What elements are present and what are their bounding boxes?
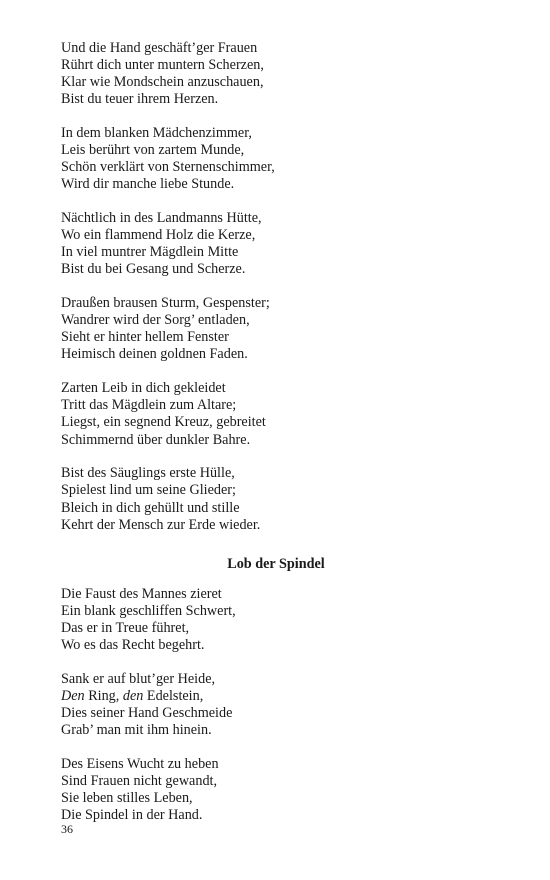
poem-line: Bist du bei Gesang und Scherze. (61, 261, 246, 278)
italic-word: den (122, 687, 144, 704)
poem-line: Schimmernd über dunkler Bahre. (61, 431, 251, 448)
poem-line: Sind Frauen nicht gewandt, (61, 772, 218, 789)
poem-line: Klar wie Mondschein anzuschauen, (61, 74, 264, 91)
poem-line: Tritt das Mägdlein zum Altare; (61, 397, 237, 414)
poem-line: Sie leben stilles Leben, (61, 790, 193, 806)
spindel-stanza-3 (61, 756, 491, 824)
poem-line: Rührt dich unter muntern Scherzen, (61, 57, 264, 74)
poem-title: Lob der Spindel (227, 555, 325, 572)
poem-line: Grab’ man mit ihm hinein. (61, 722, 212, 739)
poem-line: Sieht er hinter hellem Fenster (61, 329, 229, 346)
poem-line: Das er in Treue führet, (61, 619, 190, 636)
poem-line: Bleich in dich gehüllt und stille (61, 499, 240, 516)
poem-line: Draußen brausen Sturm, Gespenster; (61, 295, 270, 312)
poem-line: Ein blank geschliffen Schwert, (61, 602, 236, 619)
poem-line-mixed (61, 688, 491, 705)
page-number: 36 (61, 822, 73, 836)
poem-line: Dies seiner Hand Geschmeide (61, 704, 233, 721)
italic-word: Den (61, 687, 85, 704)
poem-line: Heimisch deinen goldnen Faden. (61, 346, 248, 363)
poem-line: Die Spindel in der Hand. (61, 807, 203, 824)
poem-line: Nächtlich in des Landmanns Hütte, (61, 210, 262, 227)
spindel-stanza-2 (61, 671, 491, 739)
poem-line: In viel muntrer Mägdlein Mitte (61, 244, 239, 261)
poem-line: Kehrt der Mensch zur Erde wieder. (61, 516, 261, 533)
poem-line: Spielest lind um seine Glieder; (61, 482, 236, 499)
poem-line: Wird dir manche liebe Stunde. (61, 176, 235, 193)
poem-line: Bist du teuer ihrem Herzen. (61, 91, 219, 108)
book-page (61, 40, 491, 841)
poem-line: Wo es das Recht begehrt. (61, 636, 205, 653)
line-segment: Edelstein, (143, 687, 204, 704)
poem-line: Schön verklärt von Sternenschimmer, (61, 159, 275, 176)
poem-line: Liegst, ein segnend Kreuz, gebreitet (61, 414, 266, 431)
poem-line: Wo ein flammend Holz die Kerze, (61, 227, 256, 244)
stanza-2 (61, 125, 491, 193)
poem-line: Leis berührt von zartem Munde, (61, 142, 245, 159)
stanza-1 (61, 40, 491, 108)
line-segment: Ring, (84, 687, 123, 704)
poem-line: Die Faust des Mannes zieret (61, 585, 222, 602)
poem-line: Sank er auf blut’ger Heide, (61, 670, 216, 687)
poem-line: Des Eisens Wucht zu heben (61, 755, 219, 772)
spindel-stanza-1 (61, 586, 491, 654)
poem-line: Bist des Säuglings erste Hülle, (61, 465, 235, 482)
poem-line: Und die Hand geschäft’ger Frauen (61, 40, 258, 56)
stanza-6 (61, 465, 491, 533)
stanza-4 (61, 295, 491, 363)
poem-line: Zarten Leib in dich gekleidet (61, 380, 226, 397)
stanza-5 (61, 380, 491, 448)
stanza-3 (61, 210, 491, 278)
poem-line: Wandrer wird der Sorg’ entladen, (61, 312, 250, 329)
poem-line: In dem blanken Mädchenzimmer, (61, 125, 252, 142)
